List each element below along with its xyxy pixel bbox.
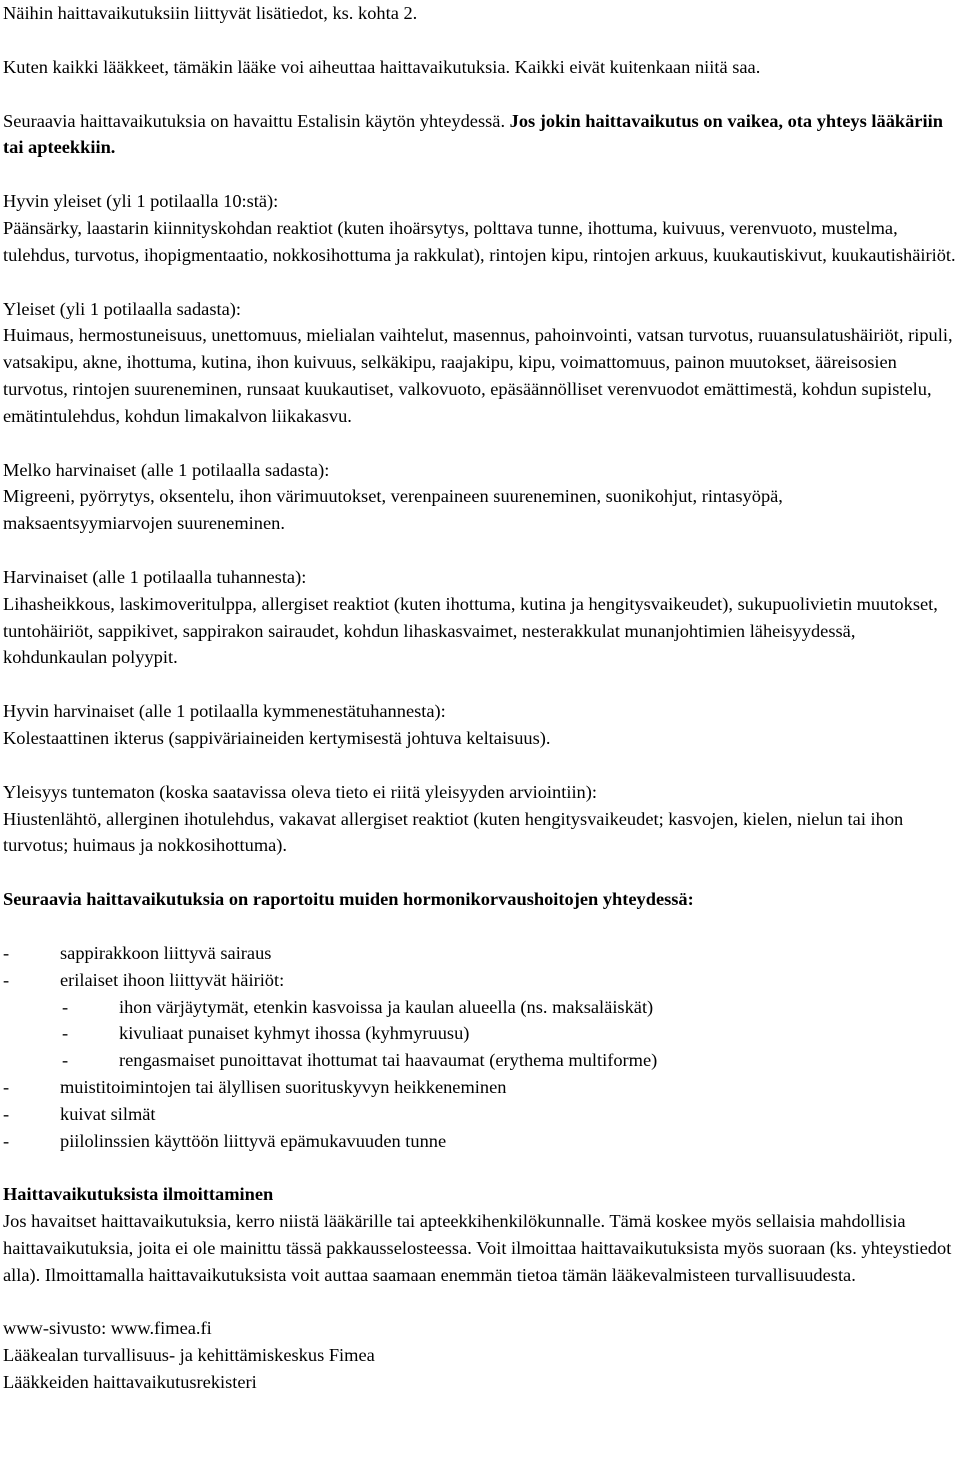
frequency-text-very-rare: Kolestaattinen ikterus (sappiväriaineiden kertymisestä johtuva keltaisuus). bbox=[3, 727, 551, 748]
frequency-text-unknown: Hiustenlähtö, allerginen ihotulehdus, vakavat allergiset reaktiot (kuten hengitysvaikeudet; kasvojen, kielen, nielun tai ihon turvotus; huimaus ja nokkosihottuma). bbox=[3, 808, 904, 856]
intro-line-3-plain: Seuraavia haittavaikutuksia on havaittu Estalisin käytön yhteydessä. bbox=[3, 110, 510, 131]
intro-line-3-bold: Jos jokin haittavaikutus on vaikea, ota yhteys lääkäriin tai apteekkiin. bbox=[3, 110, 943, 158]
frequency-heading-common: Yleiset (yli 1 potilaalla sadasta): bbox=[3, 298, 241, 319]
other-hrt-heading: Seuraavia haittavaikutuksia on raportoitu muiden hormonikorvaushoitojen yhteydessä: bbox=[3, 889, 694, 910]
frequency-heading-uncommon: Melko harvinaiset (alle 1 potilaalla sadasta): bbox=[3, 459, 330, 480]
intro-line-3 bbox=[3, 108, 957, 162]
reporting-website[interactable]: www-sivusto: www.fimea.fi bbox=[3, 1318, 212, 1339]
list-item: - sappirakkoon liittyvä sairaus bbox=[3, 942, 272, 963]
frequency-text-very-common: Päänsärky, laastarin kiinnityskohdan reaktiot (kuten ihoärsytys, polttava tunne, ihottuma, kuivuus, verenvuoto, mustelma, tulehdus, turvotus, ihopigmentaatio, nokkosihottuma ja rakkulat), rintojen kipu, rintojen arkuus, kuukautiskivut, kuukautishäiriöt. bbox=[3, 217, 956, 265]
intro-line-2: Kuten kaikki lääkkeet, tämäkin lääke voi aiheuttaa haittavaikutuksia. Kaikki eivät kuitenkaan niitä saa. bbox=[3, 56, 761, 77]
frequency-text-rare: Lihasheikkous, laskimoveritulppa, allergiset reaktiot (kuten ihottuma, kutina ja hengitysvaikeudet), sukupuolivietin muutokset, tuntohäiriöt, sappikivet, sappirakon sairaudet, kohdun lihaskasvaimet, nesterakkulat munanjohtimien läheisyydessä, kohdunkaulan polyypit. bbox=[3, 593, 938, 668]
list-item: - kuivat silmät bbox=[3, 1103, 156, 1124]
other-hrt-list bbox=[3, 940, 957, 1154]
sub-list-item: - kivuliaat punaiset kyhmyt ihossa (kyhmyruusu) bbox=[62, 1023, 470, 1044]
reporting-registry: Lääkkeiden haittavaikutusrekisteri bbox=[3, 1372, 257, 1393]
document-page bbox=[3, 0, 957, 1396]
list-item: - piilolinssien käyttöön liittyvä epämukavuuden tunne bbox=[3, 1130, 447, 1151]
frequency-heading-unknown: Yleisyys tuntematon (koska saatavissa oleva tieto ei riitä yleisyyden arviointiin): bbox=[3, 781, 597, 802]
frequency-heading-rare: Harvinaiset (alle 1 potilaalla tuhannesta): bbox=[3, 566, 307, 587]
frequency-text-uncommon: Migreeni, pyörrytys, oksentelu, ihon värimuutokset, verenpaineen suureneminen, suonikohjut, rintasyöpä, maksaentsyymiarvojen suureneminen. bbox=[3, 486, 783, 534]
list-item: - muistitoimintojen tai älyllisen suorituskyvyn heikkeneminen bbox=[3, 1076, 507, 1097]
sub-list-item: - rengasmaiset punoittavat ihottumat tai haavaumat (erythema multiforme) bbox=[62, 1050, 658, 1071]
sub-list-item: - ihon värjäytymät, etenkin kasvoissa ja kaulan alueella (ns. maksaläiskät) bbox=[62, 996, 654, 1017]
frequency-heading-very-rare: Hyvin harvinaiset (alle 1 potilaalla kymmenestätuhannesta): bbox=[3, 701, 446, 722]
reporting-org: Lääkealan turvallisuus- ja kehittämiskeskus Fimea bbox=[3, 1345, 375, 1366]
frequency-heading-very-common: Hyvin yleiset (yli 1 potilaalla 10:stä): bbox=[3, 191, 279, 212]
list-item: - erilaiset ihoon liittyvät häiriöt: bbox=[3, 969, 285, 990]
intro-line-1: Näihin haittavaikutuksiin liittyvät lisätiedot, ks. kohta 2. bbox=[3, 3, 418, 23]
reporting-heading: Haittavaikutuksista ilmoittaminen bbox=[3, 1184, 274, 1205]
frequency-text-common: Huimaus, hermostuneisuus, unettomuus, mielialan vaihtelut, masennus, pahoinvointi, vatsan turvotus, ruuansulatushäiriöt, ripuli, vatsakipu, akne, ihottuma, kutina, ihon kuivuus, selkäkipu, raajakipu, kipu, voimattomuus, painon muutokset, ääreisosien turvotus, rintojen suureneminen, runsaat kuukautiset, valkovuoto, epäsäännölliset verenvuodot emättimestä, kohdun supistelu, emätintulehdus, kohdun limakalvon liikakasvu. bbox=[3, 325, 953, 426]
reporting-text: Jos havaitset haittavaikutuksia, kerro niistä lääkärille tai apteekkihenkilökunnalle. Tämä koskee myös sellaisia mahdollisia haittavaikutuksia, joita ei ole mainittu tässä pakkausselosteessa. Voit ilmoittaa haittavaikutuksista myös suoraan (ks. yhteystiedot alla). Ilmoittamalla haittavaikutuksista voit auttaa saamaan enemmän tietoa tämän lääkevalmisteen turvallisuudesta. bbox=[3, 1211, 952, 1285]
